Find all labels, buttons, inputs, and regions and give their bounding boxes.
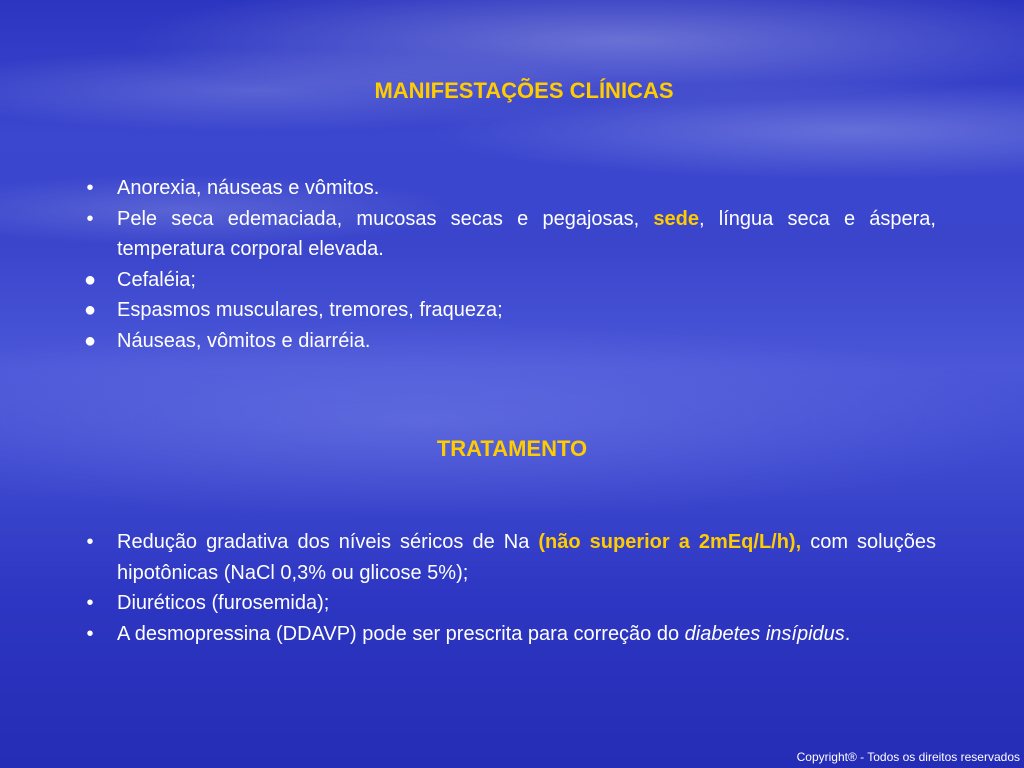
section-title-tratamento: TRATAMENTO — [436, 436, 588, 461]
list-item — [80, 295, 936, 326]
list-item — [80, 173, 936, 204]
highlighted-term: sede — [653, 207, 700, 230]
section-title-manifestacoes: MANIFESTAÇÕES CLÍNICAS — [374, 78, 674, 103]
list-item-text: Pele seca edemaciada, mucosas secas e pegajosas, — [117, 207, 654, 230]
highlighted-term: (não superior a 2mEq/L/h), — [538, 531, 802, 553]
list-item-text: A desmopressina (DDAVP) pode ser prescrita para correção do — [117, 622, 685, 645]
list-item-text: Redução gradativa dos níveis séricos de Na — [117, 531, 539, 553]
bullet-icon: ● — [83, 299, 97, 321]
list-item-text: com soluções hipotônicas (NaCl 0,3% ou glicose 5%); — [117, 531, 936, 584]
copyright-footer: Copyright® - Todos os direitos reservados — [796, 750, 1020, 764]
list-item-text: Anorexia, náuseas e vômitos. — [117, 177, 380, 199]
list-item-text: Diuréticos (furosemida); — [117, 592, 330, 614]
list-item-text: Espasmos musculares, tremores, fraqueza; — [117, 299, 503, 321]
italic-term: diabetes insípidus — [684, 622, 845, 645]
bullet-icon: • — [86, 531, 94, 553]
list-item — [80, 588, 936, 619]
tratamento-list — [80, 527, 936, 649]
list-item — [80, 619, 936, 650]
bullet-icon: ● — [83, 329, 97, 352]
manifestacoes-list — [80, 173, 936, 356]
list-item-text: . — [844, 622, 851, 645]
list-item-text: Náuseas, vômitos e diarréia. — [117, 329, 371, 352]
bullet-icon: • — [86, 207, 94, 230]
bullet-icon: ● — [83, 268, 97, 291]
bullet-icon: • — [86, 177, 94, 199]
bullet-icon: • — [86, 622, 94, 645]
list-item — [80, 326, 936, 357]
list-item — [80, 265, 936, 296]
list-item — [80, 204, 936, 265]
list-item-text: , língua seca e áspera, temperatura corporal elevada. — [117, 207, 936, 260]
bullet-icon: • — [86, 592, 94, 614]
list-item-text: Cefaléia; — [117, 268, 196, 291]
list-item — [80, 527, 936, 588]
